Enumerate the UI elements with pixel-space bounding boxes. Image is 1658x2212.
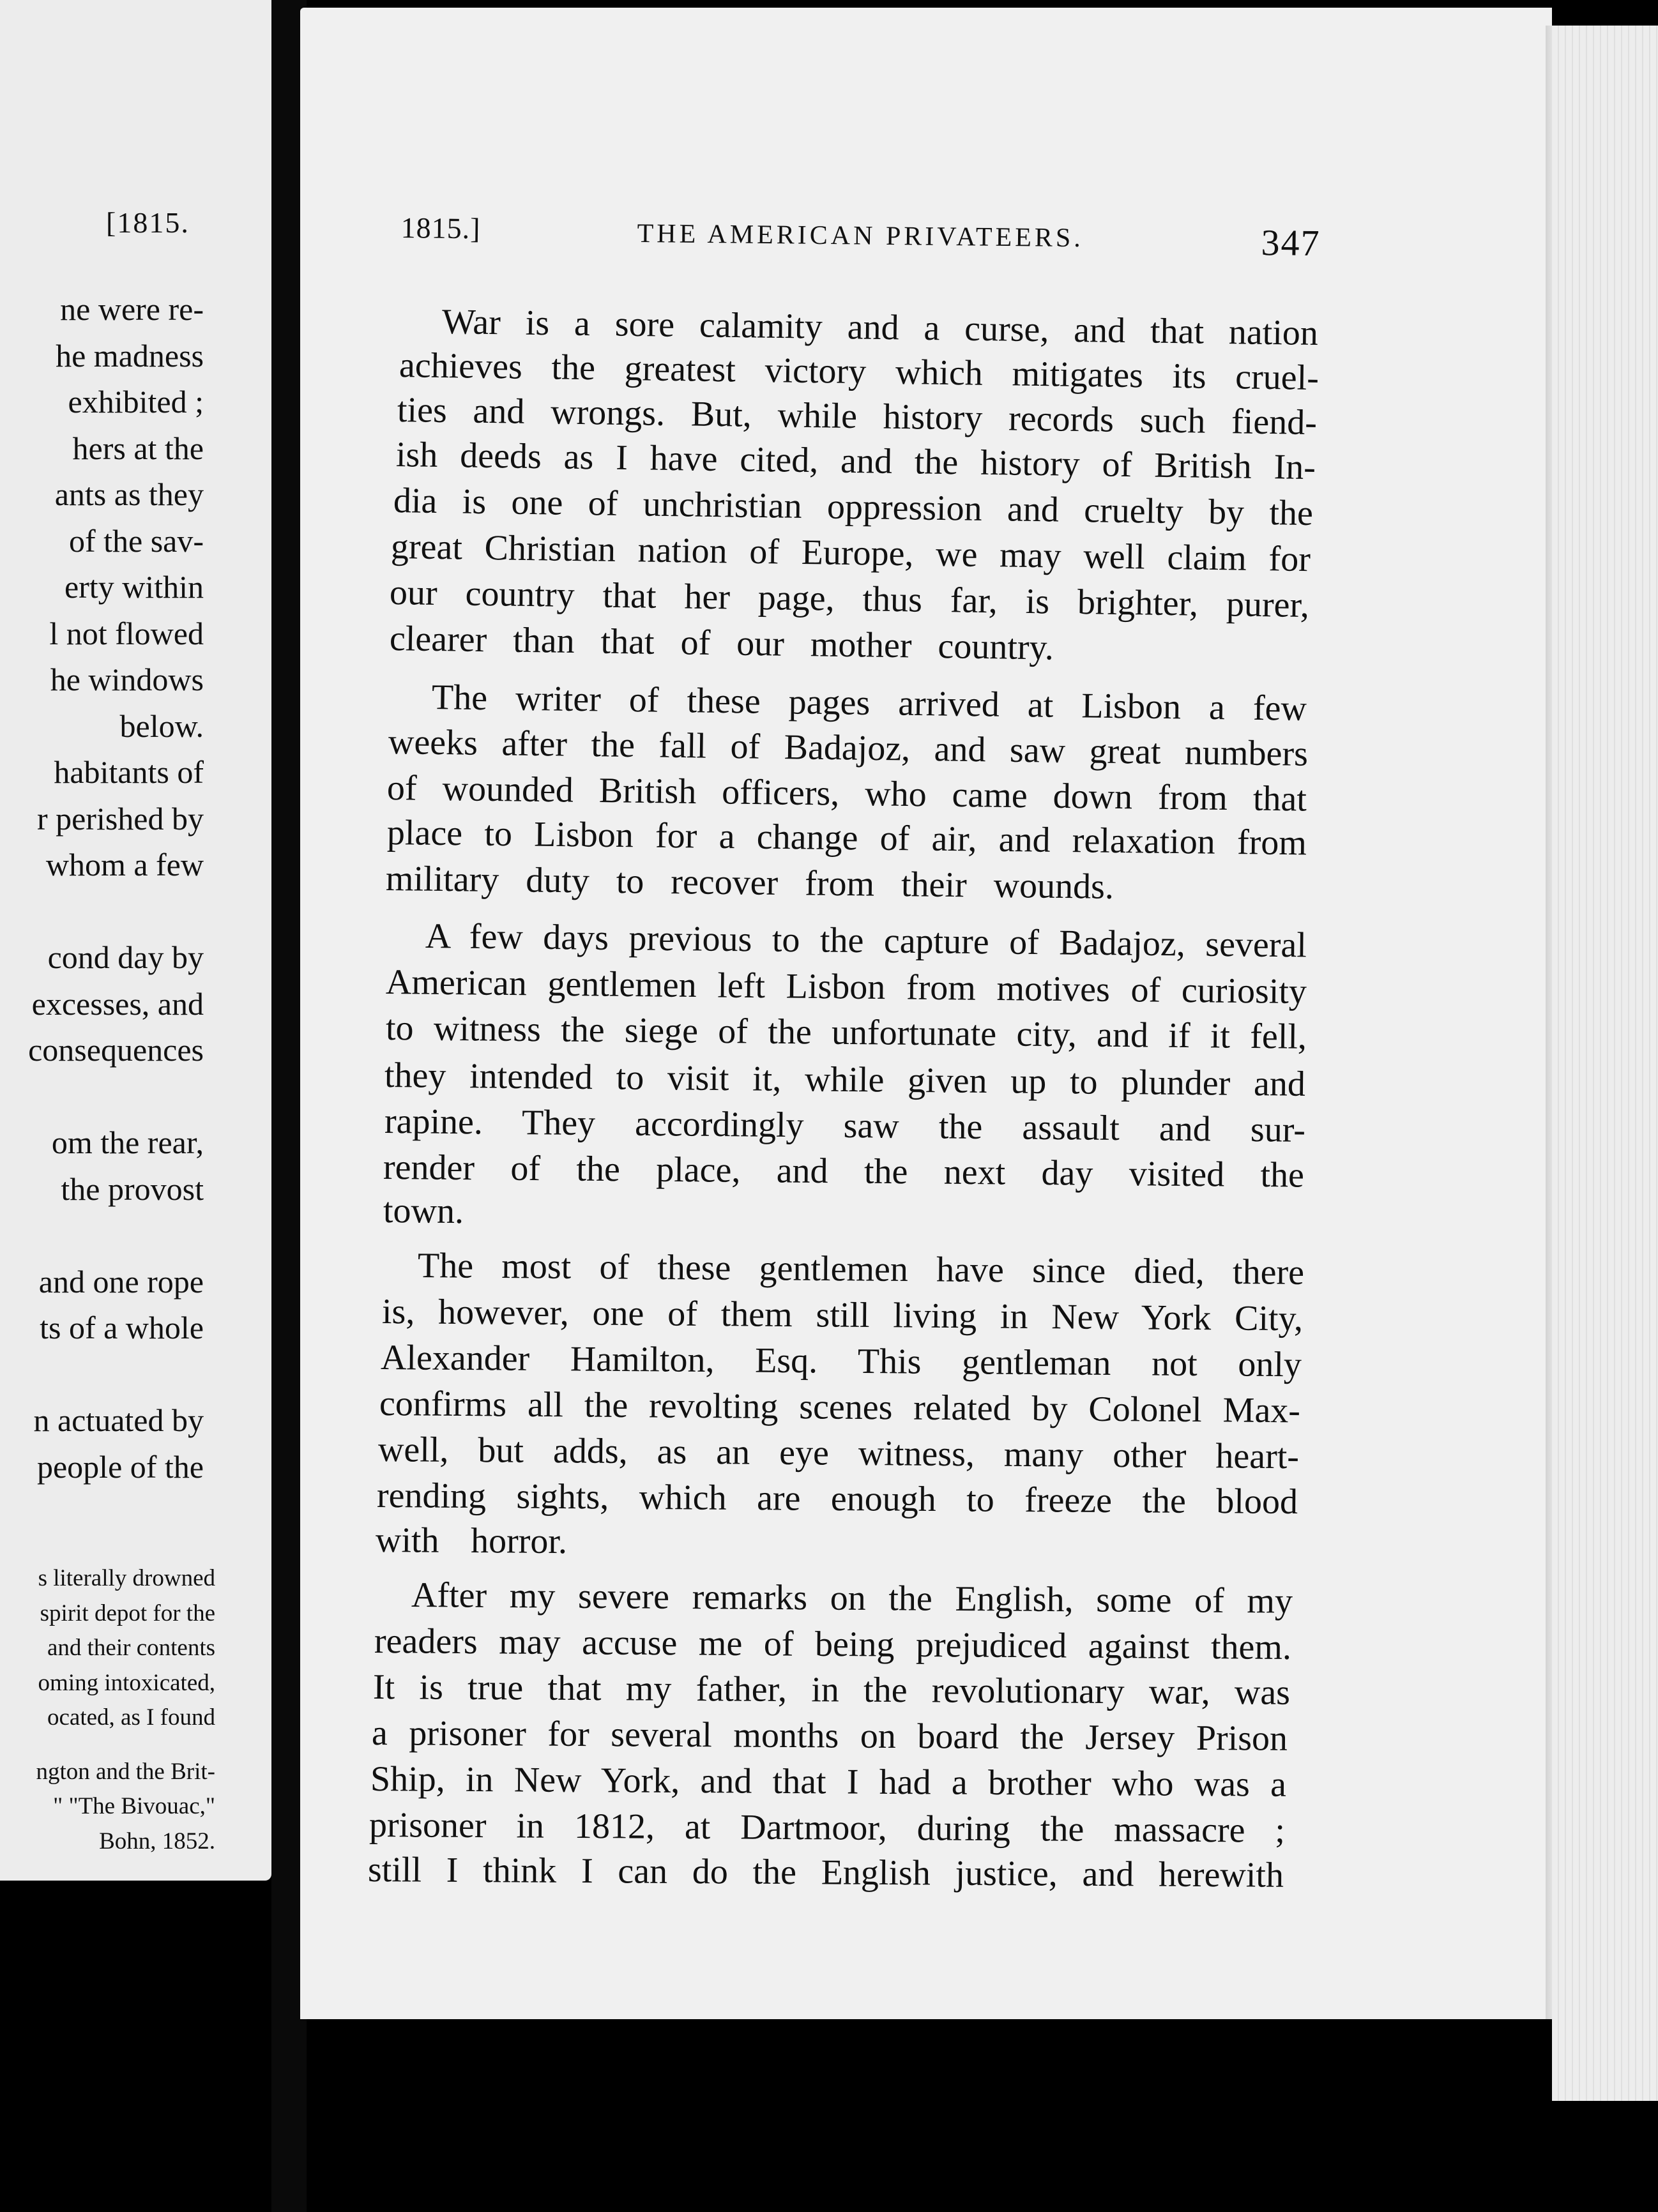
- body-text-line: It is true that my father, in the revolutionary war, was: [372, 1667, 1291, 1713]
- left-page-footnotes: [36, 1561, 215, 1859]
- left-page-footnote-line: " "The Bivouac,": [53, 1793, 215, 1819]
- body-text-line: they intended to visit it, while given up to plunder and: [384, 1056, 1306, 1104]
- body-text-line: with horror.: [375, 1520, 568, 1562]
- running-head-date: 1815.]: [400, 211, 481, 245]
- left-page-line: habitants of: [54, 754, 204, 790]
- body-text-line: ties and wrongs. But, while history records such fiend-: [397, 390, 1318, 443]
- body-text-line: dia is one of unchristian oppression and cruelty by the: [393, 481, 1314, 534]
- body-text-line: The most of these gentlemen have since died, there: [417, 1246, 1305, 1292]
- body-text-line: render of the place, and the next day visited the: [383, 1148, 1305, 1195]
- left-page-line: om the rear,: [51, 1125, 204, 1160]
- body-text-line: confirms all the revolting scenes related by Colonel Max-: [379, 1384, 1301, 1431]
- page-number: 347: [1261, 222, 1321, 264]
- body-text-line: still I think I can do the English justice, and herewith: [367, 1850, 1284, 1895]
- left-page-line: below.: [119, 708, 204, 744]
- body-text-line: After my severe remarks on the English, some of my: [411, 1575, 1293, 1621]
- left-page-text: [28, 286, 204, 1490]
- left-page-line: of the sav-: [68, 522, 204, 559]
- body-text-line: a prisoner for several months on board the Jersey Prison: [371, 1713, 1288, 1759]
- left-page-line: excesses, and: [31, 985, 204, 1022]
- body-text-line: great Christian nation of Europe, we may well claim for: [390, 527, 1311, 580]
- left-page-line: cond day by: [47, 939, 204, 975]
- left-page-line: [28, 1351, 204, 1398]
- body-text-line: prisoner in 1812, at Dartmoor, during the massacre ;: [369, 1805, 1286, 1851]
- body-text-line: well, but adds, as an eye witness, many other heart-: [377, 1430, 1300, 1477]
- left-page-line: consequences: [28, 1032, 204, 1068]
- body-text-line: readers may accuse me of being prejudiced against them.: [374, 1621, 1292, 1668]
- running-head: [400, 211, 1321, 271]
- body-text-line: town.: [383, 1191, 464, 1232]
- left-page-line: people of the: [36, 1448, 204, 1485]
- body-text-line: War is a sore calamity and a curse, and that nation: [441, 302, 1319, 353]
- left-page-line: [28, 1073, 204, 1120]
- left-page-footnote-line: ocated, as I found: [47, 1704, 215, 1731]
- body-text-line: rending sights, which are enough to freeze the blood: [376, 1476, 1298, 1522]
- left-page-line: ne were re-: [60, 291, 204, 327]
- left-page-line: and one rope: [38, 1263, 204, 1299]
- body-text-line: A few days previous to the capture of Badajoz, several: [425, 916, 1307, 966]
- left-page-line: ts of a whole: [40, 1310, 204, 1345]
- left-page-line: [28, 1212, 204, 1259]
- body-text-line: place to Lisbon for a change of air, and relaxation from: [386, 813, 1307, 863]
- left-page-footnote-line: spirit depot for the: [40, 1600, 215, 1626]
- body-text-line: Ship, in New York, and that I had a brother who was a: [370, 1759, 1287, 1805]
- left-page-footnote-line: oming intoxicated,: [38, 1669, 215, 1696]
- left-page-footnote-line: [36, 1736, 215, 1755]
- running-head-title: THE AMERICAN PRIVATEERS.: [637, 218, 1084, 254]
- left-page-line: he madness: [56, 337, 204, 374]
- body-text-line: ish deeds as I have cited, and the history of British In-: [395, 435, 1316, 488]
- left-page-line: hers at the: [72, 430, 204, 466]
- body-text-line: our country that her page, thus far, is brighter, purer,: [389, 573, 1310, 626]
- left-page-line: [28, 888, 204, 935]
- body-text-line: of wounded British officers, who came down from that: [386, 768, 1307, 819]
- body-text-line: Alexander Hamilton, Esq. This gentleman not only: [380, 1338, 1302, 1385]
- left-page-footnote-line: ngton and the Brit-: [36, 1758, 215, 1785]
- left-page-header: [1815.: [106, 206, 190, 239]
- body-text-line: weeks after the fall of Badajoz, and saw great numbers: [388, 722, 1309, 774]
- left-page-line: r perished by: [36, 800, 204, 837]
- left-page: [0, 0, 271, 1881]
- body-text-line: is, however, one of them still living in New York City,: [381, 1292, 1304, 1339]
- left-page-line: l not flowed: [49, 615, 204, 651]
- left-page-line: exhibited ;: [68, 384, 204, 420]
- body-text-line: clearer than that of our mother country.: [389, 619, 1054, 668]
- left-page-footnote-line: Bohn, 1852.: [99, 1828, 215, 1854]
- body-text-line: military duty to recover from their wounds.: [385, 859, 1114, 907]
- body-text-line: to witness the siege of the unfortunate city, and if it fell,: [385, 1008, 1307, 1057]
- left-page-footnote-line: and their contents: [47, 1635, 215, 1661]
- body-text-line: The writer of these pages arrived at Lisbon a few: [431, 678, 1307, 729]
- body-text-line: rapine. They accordingly saw the assault and sur-: [384, 1102, 1306, 1150]
- left-page-line: the provost: [61, 1170, 204, 1207]
- left-page-line: erty within: [64, 569, 204, 605]
- body-text-line: American gentlemen left Lisbon from motives of curiosity: [385, 962, 1307, 1012]
- body-text-line: achieves the greatest victory which mitigates its cruel-: [399, 345, 1320, 398]
- left-page-footnote-line: s literally drowned: [38, 1565, 215, 1591]
- left-page-line: whom a few: [45, 847, 204, 883]
- page-edge-stack: [1552, 26, 1658, 2101]
- left-page-line: ants as they: [54, 476, 204, 512]
- left-page-line: he windows: [50, 662, 204, 697]
- left-page-line: n actuated by: [33, 1402, 204, 1438]
